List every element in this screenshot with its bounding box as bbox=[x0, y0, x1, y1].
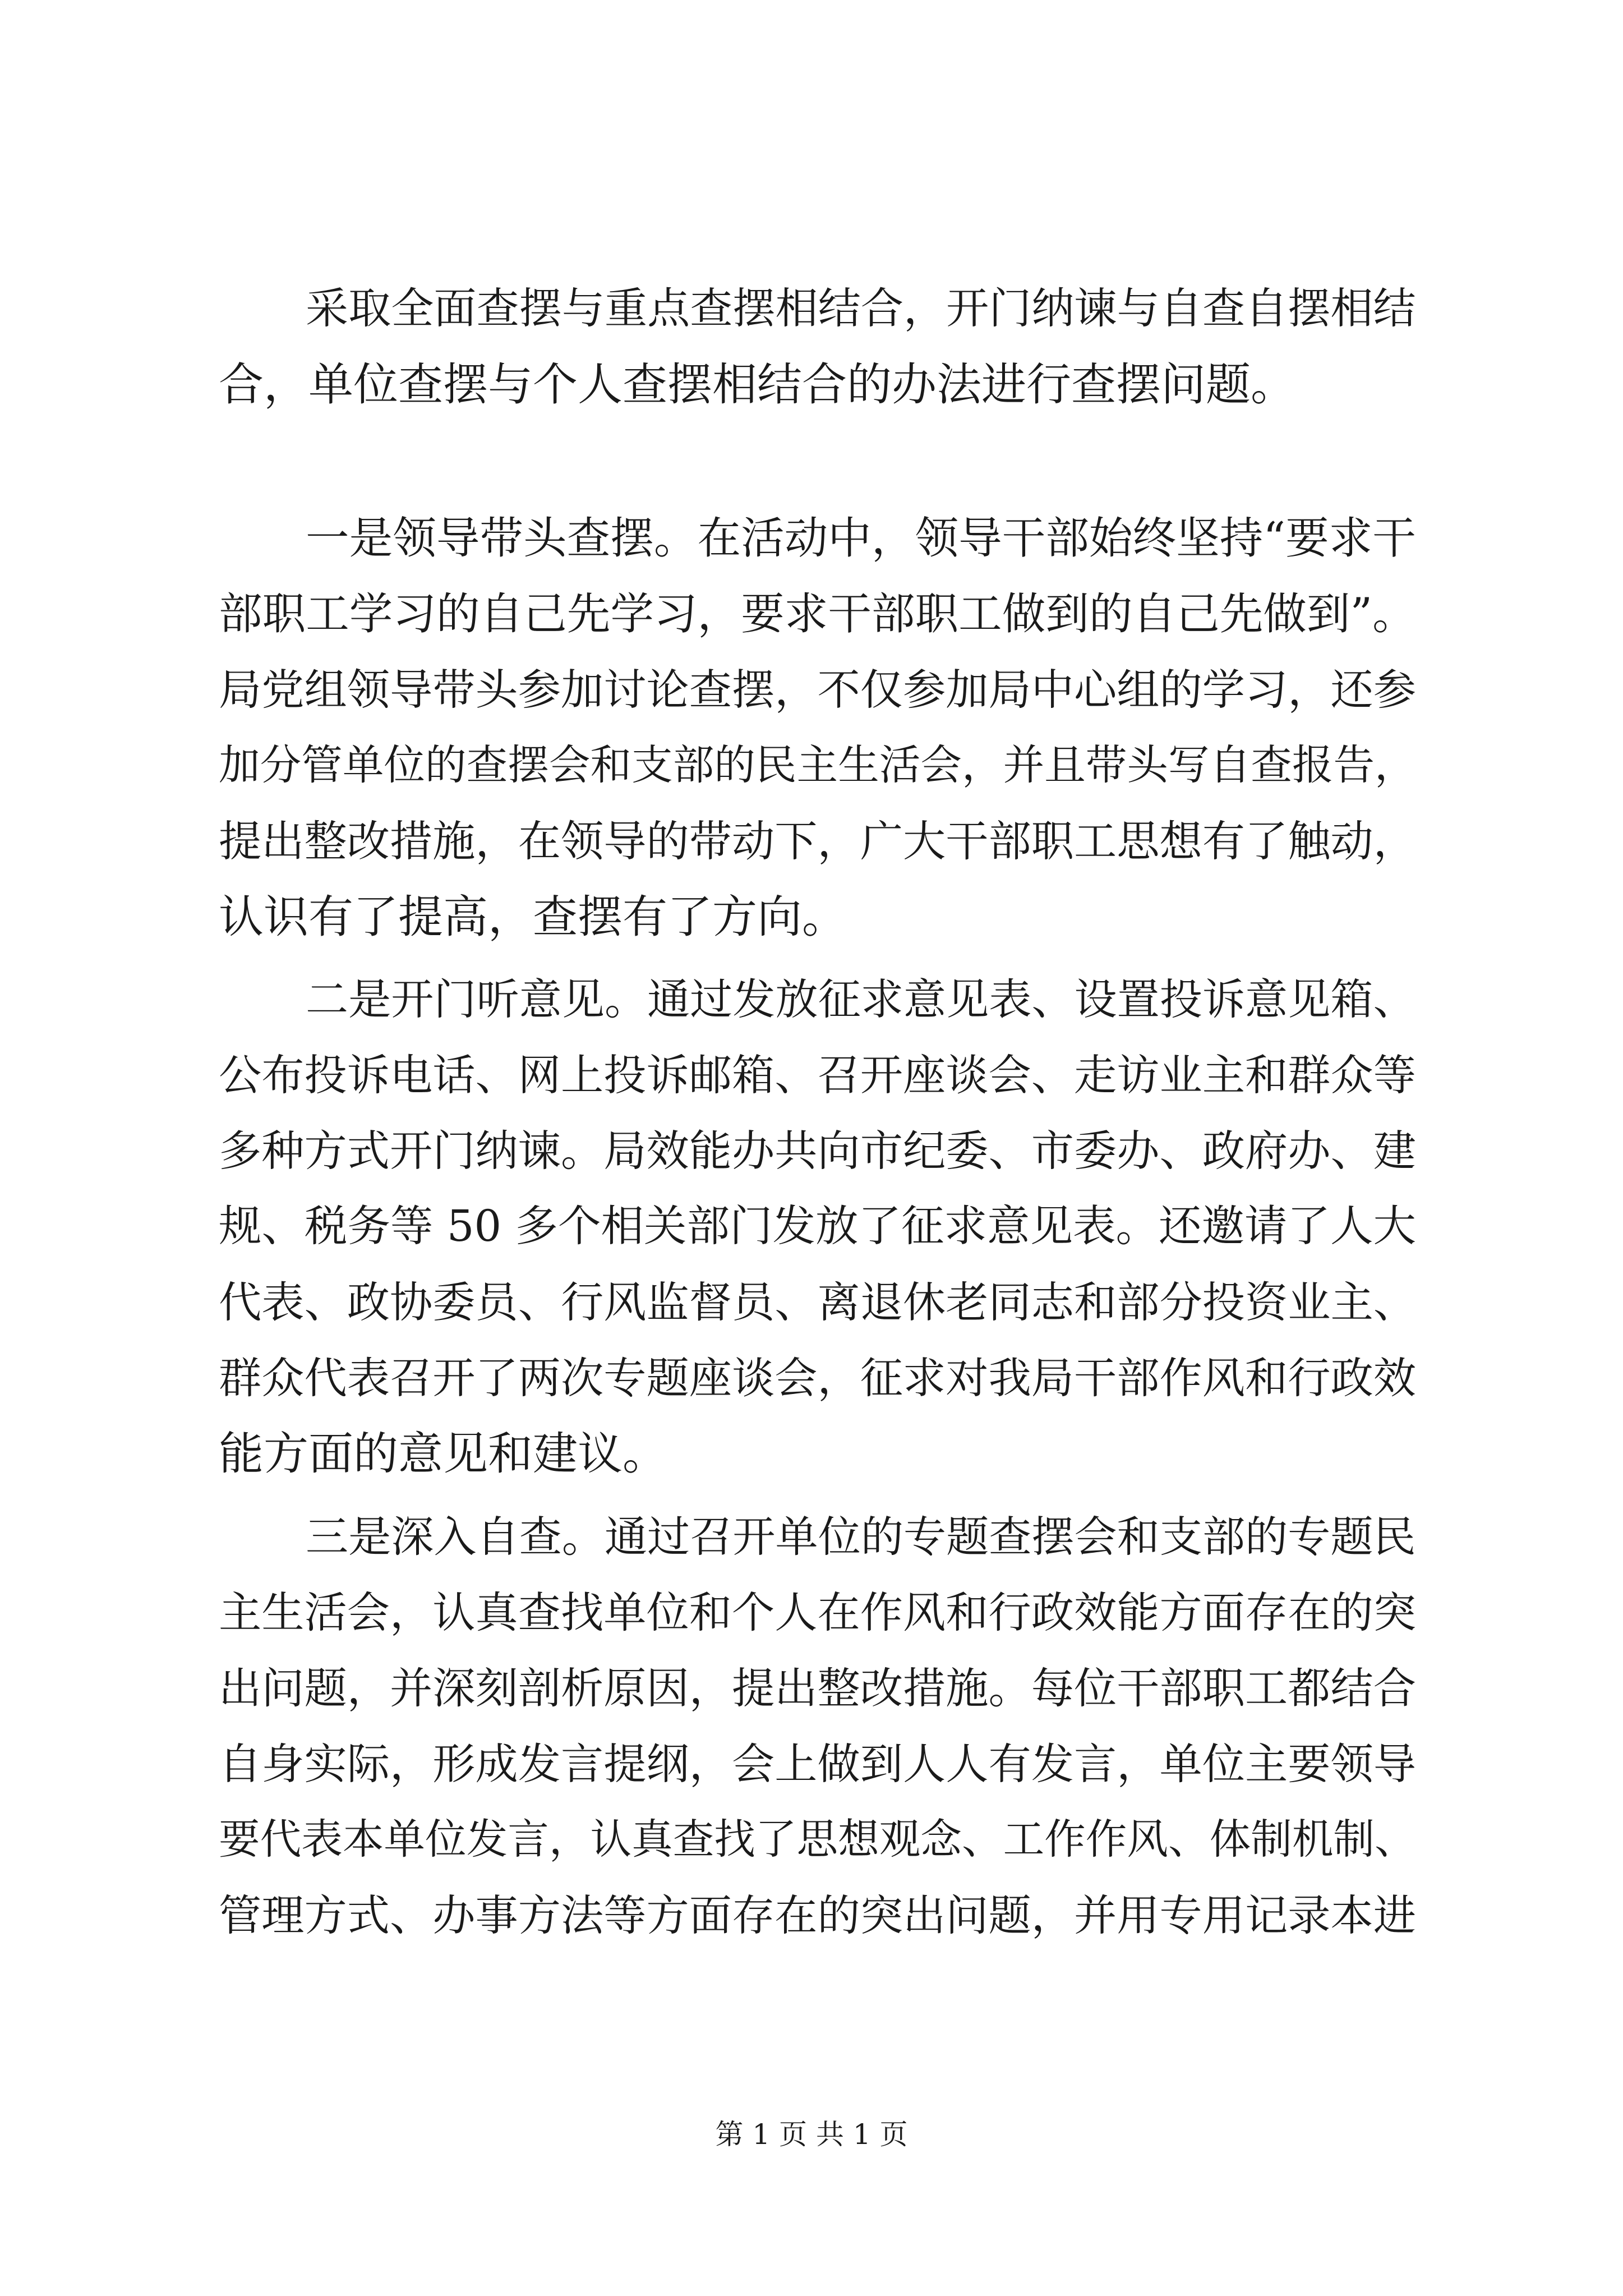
text-line bbox=[0, 1649, 1623, 1728]
text-line bbox=[0, 1263, 1623, 1342]
paragraph-2-line-5: 提出整改措施，在领导的带动下，广大干部职工思想有了触动， bbox=[219, 816, 1417, 866]
text-line bbox=[0, 1339, 1623, 1418]
paragraph-3-line-1: 二是开门听意见。通过发放征求意见表、设置投诉意见箱、 bbox=[306, 974, 1416, 1024]
text-line bbox=[0, 1036, 1623, 1115]
text-line bbox=[0, 960, 1623, 1039]
text-line bbox=[0, 1112, 1623, 1190]
paragraph-1-line-1: 采取全面查摆与重点查摆相结合，开门纳谏与自查自摆相结 bbox=[306, 283, 1416, 333]
paragraph-3-line-3: 多种方式开门纳谏。局效能办共向市纪委、市委办、政府办、建 bbox=[219, 1126, 1417, 1176]
paragraph-4-line-6: 管理方式、办事方法等方面存在的突出问题，并用专用记录本进 bbox=[219, 1890, 1417, 1940]
text-line bbox=[0, 269, 1623, 348]
text-line bbox=[0, 346, 1623, 424]
text-line bbox=[0, 1876, 1623, 1955]
paragraph-2-line-4: 加分管单位的查摆会和支部的民主生活会，并且带头写自查报告， bbox=[219, 742, 1416, 789]
paragraph-4-line-2: 主生活会，认真查找单位和个人在作风和行政效能方面存在的突 bbox=[219, 1588, 1417, 1637]
paragraph-2-line-3: 局党组领导带头参加讨论查摆，不仅参加局中心组的学习，还参 bbox=[219, 665, 1417, 715]
paragraph-3-line-4: 规、税务等 50 多个相关部门发放了征求意见表。还邀请了人大 bbox=[219, 1202, 1416, 1251]
paragraph-4-line-3: 出问题，并深刻剖析原因，提出整改措施。每位干部职工都结合 bbox=[219, 1663, 1417, 1713]
text-line bbox=[0, 1801, 1623, 1879]
text-line bbox=[0, 878, 1623, 956]
page-footer bbox=[0, 2115, 1623, 2154]
paragraph-4-line-1: 三是深入自查。通过召开单位的专题查摆会和支部的专题民 bbox=[306, 1512, 1416, 1562]
paragraph-4-line-5: 要代表本单位发言，认真查找了思想观念、工作作风、体制机制、 bbox=[219, 1816, 1416, 1864]
paragraph-1-line-2: 合，单位查摆与个人查摆相结合的办法进行查摆问题。 bbox=[219, 358, 1295, 411]
text-line bbox=[0, 1573, 1623, 1652]
text-line bbox=[0, 651, 1623, 729]
text-line bbox=[0, 1188, 1623, 1266]
text-line bbox=[0, 1725, 1623, 1803]
paragraph-3-line-7: 能方面的意见和建议。 bbox=[219, 1428, 667, 1480]
text-line bbox=[0, 726, 1623, 805]
text-line bbox=[0, 499, 1623, 578]
page-number-label: 第 1 页 共 1 页 bbox=[715, 2118, 908, 2151]
paragraph-3-line-2: 公布投诉电话、网上投诉邮箱、召开座谈会、走访业主和群众等 bbox=[219, 1050, 1417, 1100]
text-line bbox=[0, 802, 1623, 881]
paragraph-2-line-2: 部职工学习的自己先学习，要求干部职工做到的自己先做到”。 bbox=[219, 589, 1416, 639]
paragraph-2-line-1: 一是领导带头查摆。在活动中，领导干部始终坚持“要求干 bbox=[306, 513, 1416, 564]
text-line bbox=[0, 575, 1623, 654]
paragraph-4-line-4: 自身实际，形成发言提纲，会上做到人人有发言，单位主要领导 bbox=[219, 1739, 1417, 1789]
paragraph-2-line-6: 认识有了提高，查摆有了方向。 bbox=[219, 891, 847, 943]
text-line bbox=[0, 1498, 1623, 1576]
paragraph-3-line-6: 群众代表召开了两次专题座谈会，征求对我局干部作风和行政效 bbox=[219, 1353, 1417, 1403]
text-line bbox=[0, 1415, 1623, 1493]
paragraph-3-line-5: 代表、政协委员、行风监督员、离退休老同志和部分投资业主、 bbox=[219, 1277, 1417, 1327]
